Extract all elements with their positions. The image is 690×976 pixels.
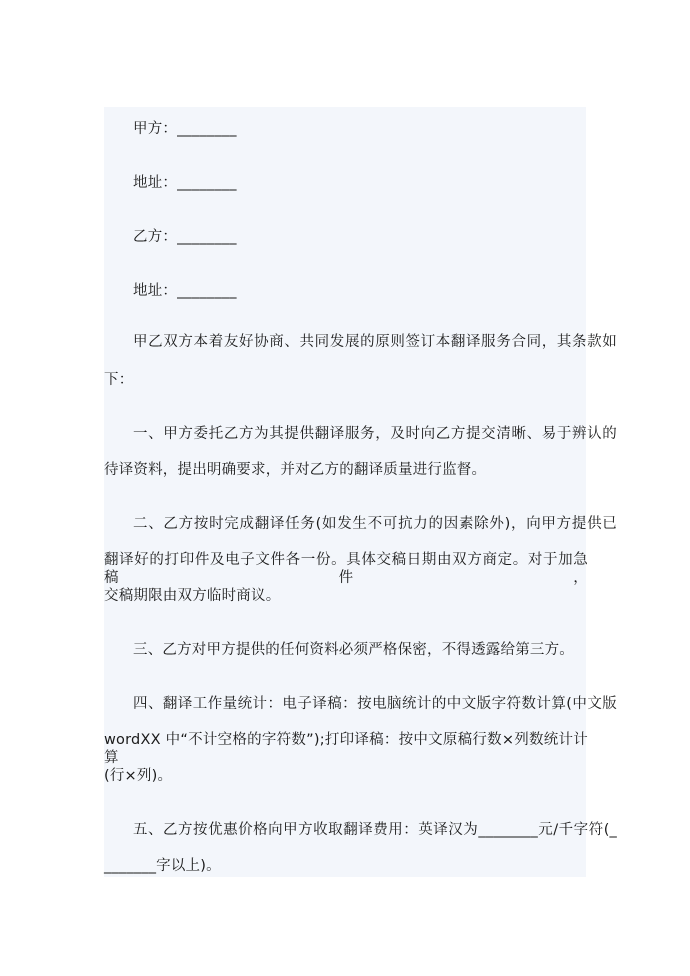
intro-paragraph-line-1: 甲乙双方本着友好协商、共同发展的原则签订本翻译服务合同，其条款如 bbox=[133, 334, 617, 350]
clause-2-line-1: 二、乙方按时完成翻译任务(如发生不可抗力的因素除外)，向甲方提供已 bbox=[133, 516, 617, 532]
clause-5-line-1: 五、乙方按优惠价格向甲方收取翻译费用：英译汉为________元/千字符(_ bbox=[133, 822, 617, 838]
clause-4-line-1: 四、翻译工作量统计：电子译稿：按电脑统计的中文版字符数计算(中文版 bbox=[133, 696, 617, 712]
clause-4-line-3: (行×列)。 bbox=[104, 768, 173, 784]
party-b-line: 乙方：________ bbox=[133, 229, 237, 245]
clause-1-line-1: 一、甲方委托乙方为其提供翻译服务，及时向乙方提交清晰、易于辨认的 bbox=[133, 426, 617, 442]
intro-paragraph-line-2: 下： bbox=[104, 372, 134, 388]
party-b-address-line: 地址：________ bbox=[133, 283, 237, 299]
clause-3-line-1: 三、乙方对甲方提供的任何资料必须严格保密，不得透露给第三方。 bbox=[133, 642, 574, 658]
clause-4-line-2: wordXX 中“不计空格的字符数”);打印译稿：按中文原稿行数×列数统计计算 bbox=[104, 732, 588, 766]
party-a-address-line: 地址：________ bbox=[133, 175, 237, 191]
party-a-line: 甲方：________ bbox=[133, 121, 237, 137]
clause-5-line-2: _______字以上)。 bbox=[104, 858, 221, 874]
clause-2-line-3: 交稿期限由双方临时商议。 bbox=[104, 588, 281, 604]
clause-2-line-2: 翻译好的打印件及电子文件各一份。具体交稿日期由双方商定。对于加急稿件， bbox=[104, 552, 588, 586]
clause-1-line-2: 待译资料，提出明确要求，并对乙方的翻译质量进行监督。 bbox=[104, 462, 487, 478]
